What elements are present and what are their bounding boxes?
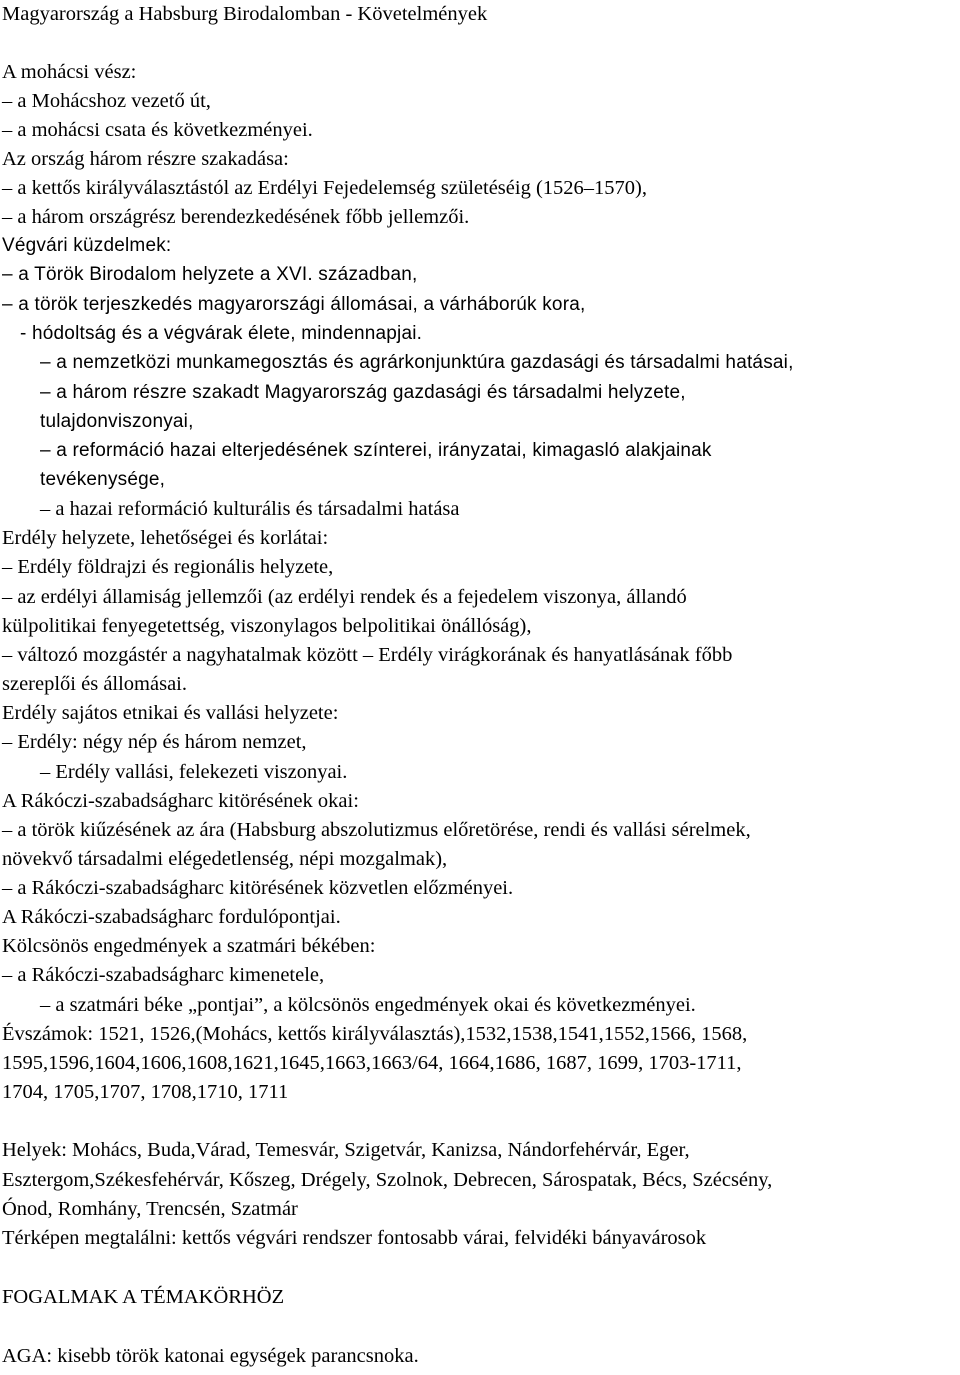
- dates-line: 1595,1596,1604,1606,1608,1621,1645,1663,1663/64, 1664,1686, 1687, 1699, 1703-1711,: [2, 1052, 742, 1074]
- section-heading: Erdély helyzete, lehetőségei és korlátai:: [2, 527, 329, 549]
- list-item: – Erdély: négy nép és három nemzet,: [2, 731, 307, 753]
- list-item-continuation: szereplői és állomásai.: [2, 673, 188, 695]
- list-item: – a Rákóczi-szabadságharc kimenetele,: [2, 964, 325, 986]
- places-line: Esztergom,Székesfehérvár, Kőszeg, Drégely, Szolnok, Debrecen, Sárospatak, Bécs, Szécsény,: [2, 1169, 773, 1191]
- concepts-heading: FOGALMAK A TÉMAKÖRHÖZ: [2, 1286, 285, 1308]
- list-item: – Erdély földrajzi és regionális helyzete,: [2, 556, 334, 578]
- list-item: – a Rákóczi-szabadságharc kitörésének közvetlen előzményei.: [2, 877, 514, 899]
- page-title: Magyarország a Habsburg Birodalomban - Követelmények: [2, 3, 488, 25]
- places-line: Ónod, Romhány, Trencsén, Szatmár: [2, 1198, 298, 1220]
- places-line: Helyek: Mohács, Buda,Várad, Temesvár, Szigetvár, Kanizsa, Nándorfehérvár, Eger,: [2, 1139, 690, 1161]
- list-item: – változó mozgástér a nagyhatalmak között – Erdély virágkorának és hanyatlásának főbb: [2, 644, 733, 666]
- section-heading: Az ország három részre szakadása:: [2, 148, 289, 170]
- list-item: – a hazai reformáció kulturális és társadalmi hatása: [40, 498, 460, 520]
- list-item: - hódoltság és a végvárak élete, mindennapjai.: [20, 323, 423, 344]
- section-heading: Erdély sajátos etnikai és vallási helyzete:: [2, 702, 339, 724]
- section-heading: A mohácsi vész:: [2, 61, 137, 83]
- dates-line: 1704, 1705,1707, 1708,1710, 1711: [2, 1081, 289, 1103]
- map-task-line: Térképen megtalálni: kettős végvári rendszer fontosabb várai, felvidéki bányavárosok: [2, 1227, 707, 1249]
- list-item: – a három részre szakadt Magyarország gazdasági és társadalmi helyzete,: [40, 382, 686, 403]
- list-item: – a kettős királyválasztástól az Erdélyi Fejedelemség születéséig (1526–1570),: [2, 177, 647, 199]
- list-item: – a török kiűzésének az ára (Habsburg abszolutizmus előretörése, rendi és vallási sérelmek,: [2, 819, 751, 841]
- list-item: – a mohácsi csata és következményei.: [2, 119, 313, 141]
- list-item-continuation: tevékenysége,: [40, 469, 166, 490]
- list-item: – a reformáció hazai elterjedésének színterei, irányzatai, kimagasló alakjainak: [40, 440, 712, 461]
- list-item: – a szatmári béke „pontjai”, a kölcsönös engedmények okai és következményei.: [40, 994, 696, 1016]
- list-item: – a három országrész berendezkedésének főbb jellemzői.: [2, 206, 470, 228]
- list-item: – a Mohácshoz vezető út,: [2, 90, 211, 112]
- section-heading: Kölcsönös engedmények a szatmári békében:: [2, 935, 376, 957]
- list-item: – a Török Birodalom helyzete a XVI. században,: [2, 264, 418, 285]
- list-item-continuation: külpolitikai fenyegetettség, viszonylagos belpolitikai önállóság),: [2, 615, 532, 637]
- section-heading: A Rákóczi-szabadságharc kitörésének okai:: [2, 790, 359, 812]
- section-heading: Végvári küzdelmek:: [2, 235, 172, 256]
- dates-line: Évszámok: 1521, 1526,(Mohács, kettős királyválasztás),1532,1538,1541,1552,1566, 1568,: [2, 1023, 748, 1045]
- list-item: – a nemzetközi munkamegosztás és agrárkonjunktúra gazdasági és társadalmi hatásai,: [40, 352, 794, 373]
- section-heading: A Rákóczi-szabadságharc fordulópontjai.: [2, 906, 341, 928]
- list-item-continuation: tulajdonviszonyai,: [40, 411, 194, 432]
- list-item-continuation: növekvő társadalmi elégedetlenség, népi mozgalmak),: [2, 848, 448, 870]
- concept-definition: AGA: kisebb török katonai egységek parancsnoka.: [2, 1345, 419, 1367]
- list-item: – Erdély vallási, felekezeti viszonyai.: [40, 761, 348, 783]
- list-item: – az erdélyi államiság jellemzői (az erdélyi rendek és a fejedelem viszonya, állandó: [2, 586, 687, 608]
- list-item: – a török terjeszkedés magyarországi állomásai, a várháborúk kora,: [2, 294, 586, 315]
